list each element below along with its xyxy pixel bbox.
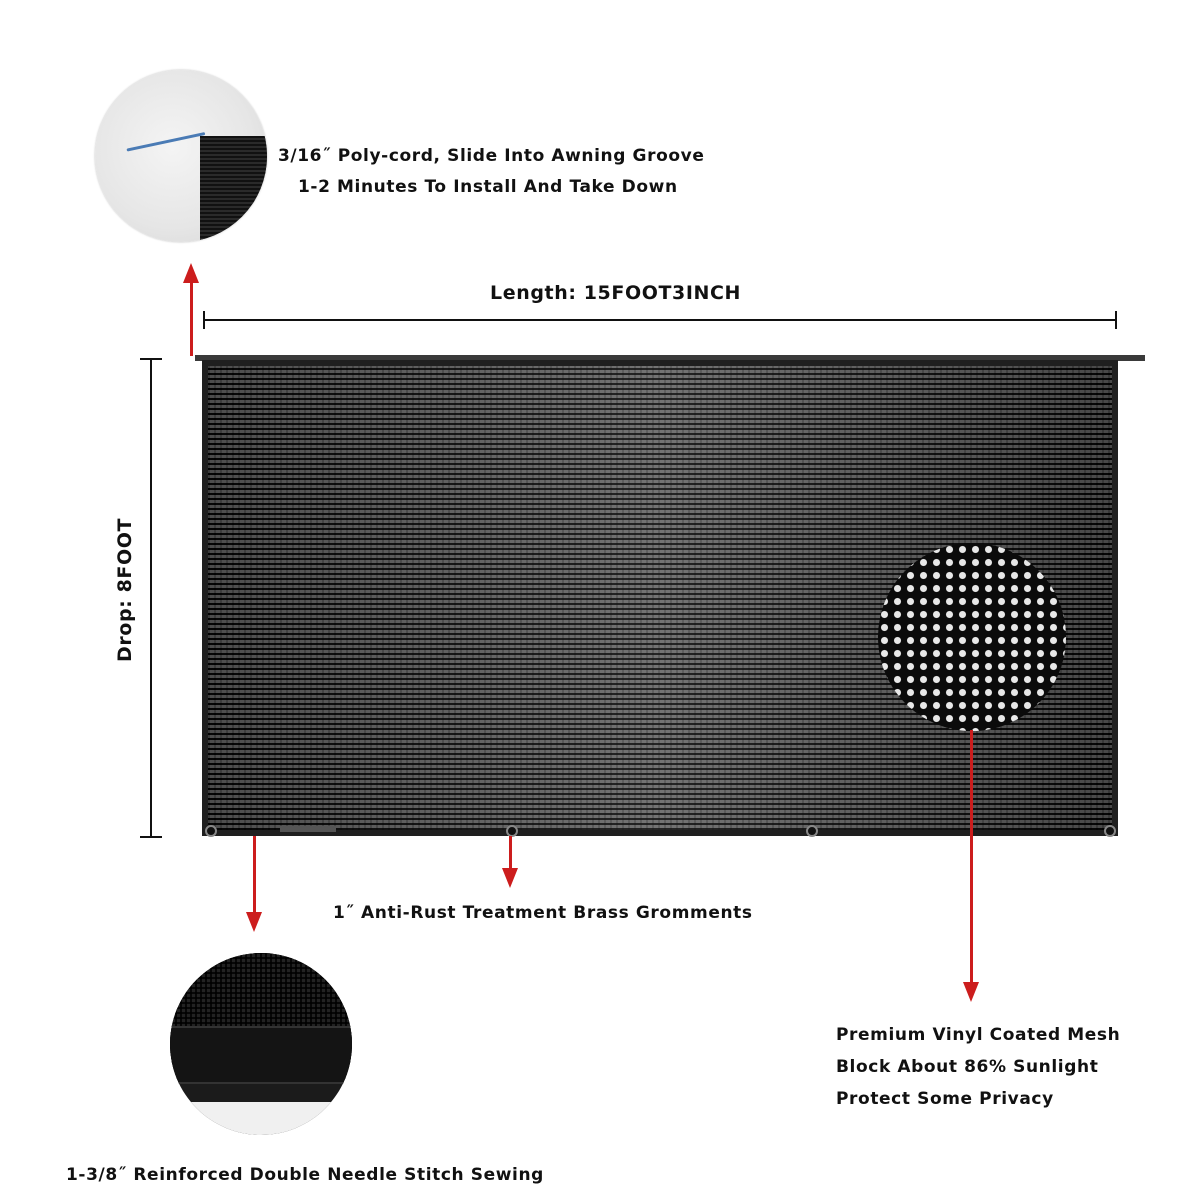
- mesh-caption-line2: Block About 86% Sunlight: [836, 1057, 1099, 1077]
- length-dimension-line: [204, 319, 1117, 321]
- mesh-arrow-shaft: [970, 730, 973, 982]
- drop-label: Drop: 8FOOT: [114, 517, 136, 663]
- mesh-edge: [200, 136, 267, 242]
- polycord: [126, 132, 205, 152]
- drop-dimension-line: [150, 359, 152, 837]
- polycord-caption-line1: 3/16˝ Poly-cord, Slide Into Awning Groove: [278, 146, 705, 166]
- mesh-caption-line1: Premium Vinyl Coated Mesh: [836, 1025, 1121, 1045]
- stitch-caption: 1-3/8˝ Reinforced Double Needle Stitch Sewing: [66, 1165, 544, 1185]
- grommet-arrow-shaft: [509, 836, 512, 870]
- drop-tick-bottom: [140, 836, 162, 838]
- grommet-4: [1104, 825, 1116, 837]
- polycord-detail-image: [95, 70, 267, 242]
- grommet-arrow-head: [502, 868, 518, 888]
- mesh-caption-line3: Protect Some Privacy: [836, 1089, 1054, 1109]
- length-label: Length: 15FOOT3INCH: [490, 282, 742, 304]
- length-tick-right: [1115, 311, 1117, 329]
- stitch-detail-image: [170, 953, 352, 1135]
- polycord-arrow-head: [183, 263, 199, 283]
- grommet-2: [506, 825, 518, 837]
- stitch-hem-band: [170, 1026, 352, 1085]
- grommet-1: [205, 825, 217, 837]
- grommet-caption: 1˝ Anti-Rust Treatment Brass Gromments: [333, 903, 753, 923]
- grommet-3: [806, 825, 818, 837]
- stitch-arrow-head: [246, 912, 262, 932]
- stitch-arrow-shaft: [253, 836, 256, 914]
- mesh-arrow-head: [963, 982, 979, 1002]
- length-tick-left: [203, 311, 205, 329]
- mesh-closeup-image: [878, 543, 1066, 731]
- polycord-caption-line2: 1-2 Minutes To Install And Take Down: [298, 177, 678, 197]
- stitch-background: [170, 1102, 352, 1135]
- polycord-arrow-shaft: [190, 282, 193, 356]
- drop-tick-top: [140, 358, 162, 360]
- panel-brand-tag: [280, 826, 336, 832]
